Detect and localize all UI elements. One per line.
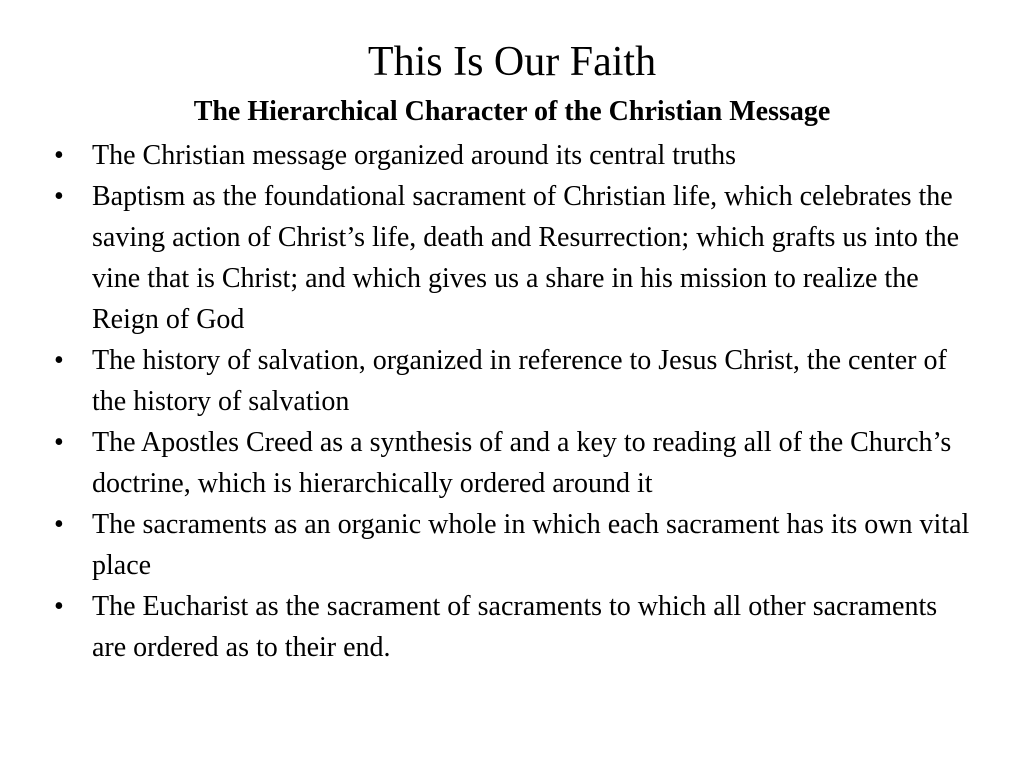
slide-subtitle: The Hierarchical Character of the Christian Message: [193, 96, 831, 127]
bullet-text: Baptism as the foundational sacrament of Christian life, which celebrates the saving action of Christ’s life, death and Resurrection; which grafts us into the vine that is Christ; and which gives us a share in his mission to realize the Reign of God: [92, 181, 960, 335]
bullet-item: [54, 504, 974, 586]
bullet-icon: •: [54, 591, 64, 622]
bullet-text: The history of salvation, organized in reference to Jesus Christ, the center of the history of salvation: [92, 345, 947, 417]
bullet-item: [54, 176, 974, 340]
bullet-text: The Eucharist as the sacrament of sacraments to which all other sacraments are ordered as to their end.: [92, 591, 938, 663]
bullet-icon: •: [54, 345, 64, 376]
bullet-item: [54, 135, 974, 176]
bullet-text: The sacraments as an organic whole in which each sacrament has its own vital place: [92, 509, 970, 581]
bullet-list: [54, 135, 974, 668]
bullet-text: The Christian message organized around its central truths: [92, 140, 737, 171]
bullet-icon: •: [54, 140, 64, 171]
slide-title: This Is Our Faith: [367, 39, 657, 85]
bullet-icon: •: [54, 181, 64, 212]
bullet-item: [54, 340, 974, 422]
bullet-icon: •: [54, 509, 64, 540]
bullet-text: The Apostles Creed as a synthesis of and a key to reading all of the Church’s doctrine, which is hierarchically ordered around it: [92, 427, 952, 499]
bullet-item: [54, 586, 974, 668]
bullet-icon: •: [54, 427, 64, 458]
bullet-item: [54, 422, 974, 504]
